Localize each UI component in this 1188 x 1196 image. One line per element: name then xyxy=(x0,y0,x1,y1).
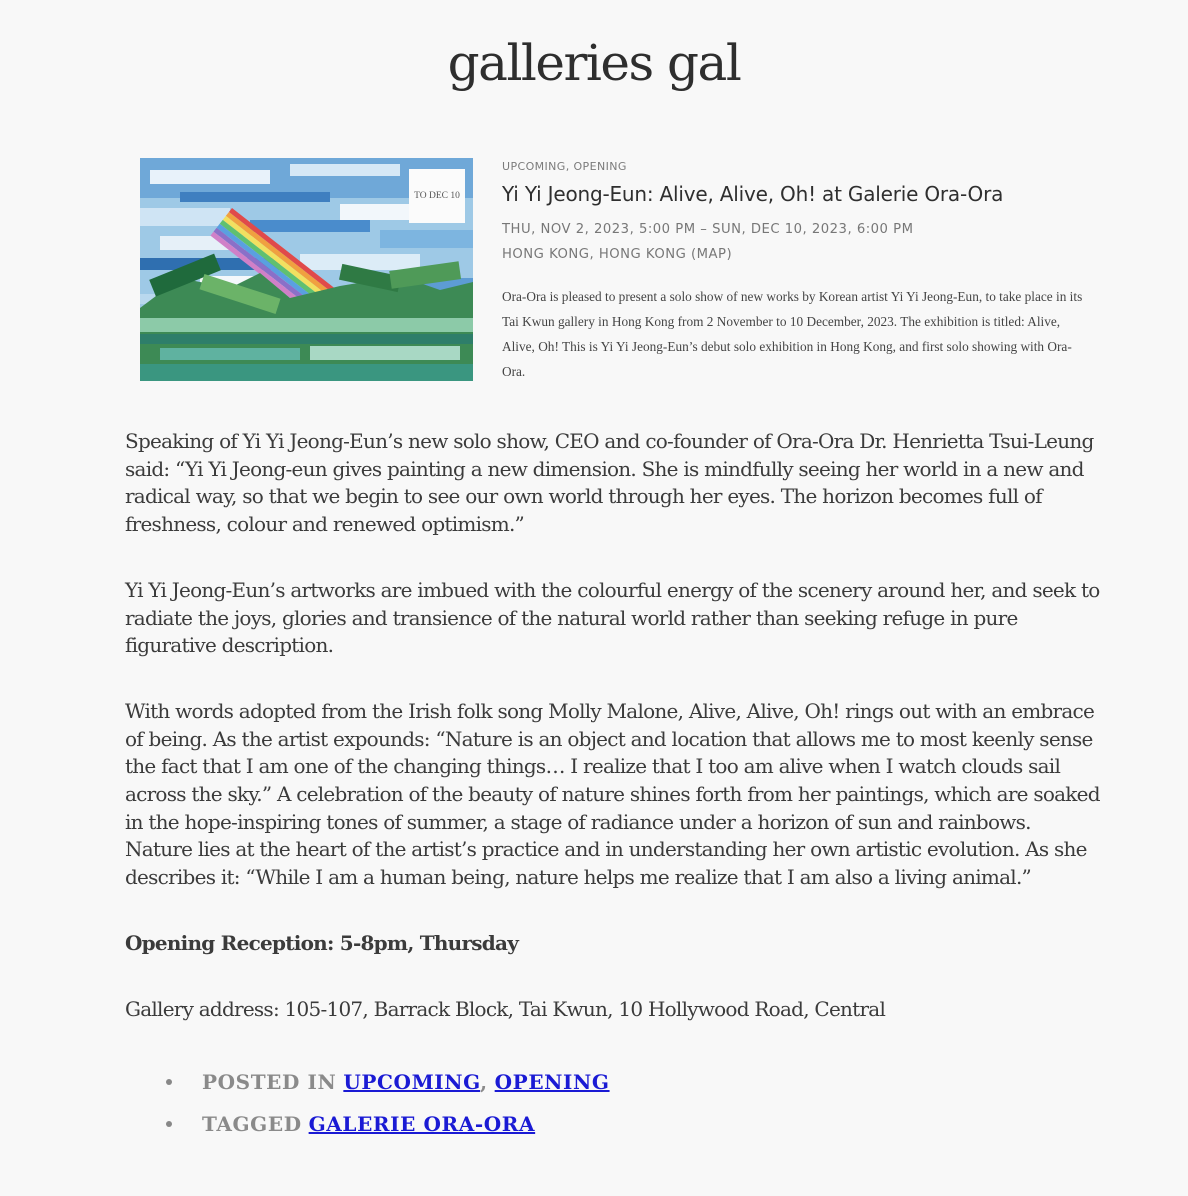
event-thumbnail[interactable] xyxy=(140,158,473,381)
bullet-icon xyxy=(166,1121,172,1127)
article-paragraph: Yi Yi Jeong-Eun’s artworks are imbued with the colourful energy of the scenery around her, and seek to radiate the joys, glories and transience of the natural world rather than seeking refuge in pure figurative description. xyxy=(125,577,1100,658)
posted-in-item xyxy=(160,1062,610,1104)
event-title[interactable]: Yi Yi Jeong-Eun: Alive, Alive, Oh! at Galerie Ora-Ora xyxy=(502,182,1004,206)
map-link[interactable]: (MAP) xyxy=(691,247,733,262)
category-link-upcoming[interactable]: UPCOMING xyxy=(343,1070,481,1094)
bullet-icon xyxy=(166,1079,172,1085)
event-description: Ora-Ora is pleased to present a solo show of new works by Korean artist Yi Yi Jeong-Eun, to take place in its Tai Kwun gallery in Hong Kong from 2 November to 10 December, 2023. The exhibition is titled: Alive, Alive, Oh! This is Yi Yi Jeong-Eun’s debut solo exhibition in Hong Kong, and first solo showing with Ora-Ora. xyxy=(502,289,1083,379)
category-link-opening[interactable]: OPENING xyxy=(494,1070,610,1094)
post-meta xyxy=(160,1062,610,1146)
article-body xyxy=(125,428,1100,1023)
event-card xyxy=(140,150,1100,390)
opening-reception: Opening Reception: 5-8pm, Thursday xyxy=(125,930,519,955)
posted-in-label: POSTED IN xyxy=(202,1070,337,1094)
article-paragraph: Speaking of Yi Yi Jeong-Eun’s new solo show, CEO and co-founder of Ora-Ora Dr. Henrietta Tsui-Leung said: “Yi Yi Jeong-eun gives painting a new dimension. She is mindfully seeing her world in a new and radical way, so that we begin to see our own world through her eyes. The horizon becomes full of freshness, colour and renewed optimism.” xyxy=(125,429,1094,537)
event-categories: UPCOMING, OPENING xyxy=(502,160,627,173)
event-location xyxy=(502,246,1102,264)
tagged-label: TAGGED xyxy=(202,1112,302,1136)
article-paragraph: With words adopted from the Irish folk song Molly Malone, Alive, Alive, Oh! rings out with an embrace of being. As the artist expounds: “Nature is an object and location that allows me to most keenly sense the fact that I am one of the changing things… I realize that I too am alive when I watch clouds sail across the sky.” A celebration of the beauty of nature shines forth from her paintings, which are soaked in the hope-inspiring tones of summer, a stage of radiance under a horizon of sun and rainbows. Nature lies at the heart of the artist’s practice and in understanding her own artistic evolution. As she describes it: “While I am a human being, nature helps me realize that I am also a living animal.” xyxy=(125,698,1100,890)
gallery-address: Gallery address: 105-107, Barrack Block, Tai Kwun, 10 Hollywood Road, Central xyxy=(125,996,886,1021)
tagged-item xyxy=(160,1104,610,1146)
date-badge: TO DEC 10 xyxy=(409,169,465,223)
separator: , xyxy=(480,1070,488,1094)
event-location-text: HONG KONG, HONG KONG xyxy=(502,247,687,262)
site-logo[interactable]: galleries gal xyxy=(447,34,741,92)
event-info xyxy=(502,150,1102,384)
tag-link-galerie-ora-ora[interactable]: GALERIE ORA-ORA xyxy=(308,1112,536,1136)
event-datetime: THU, NOV 2, 2023, 5:00 PM – SUN, DEC 10, 2023, 6:00 PM xyxy=(502,222,914,237)
